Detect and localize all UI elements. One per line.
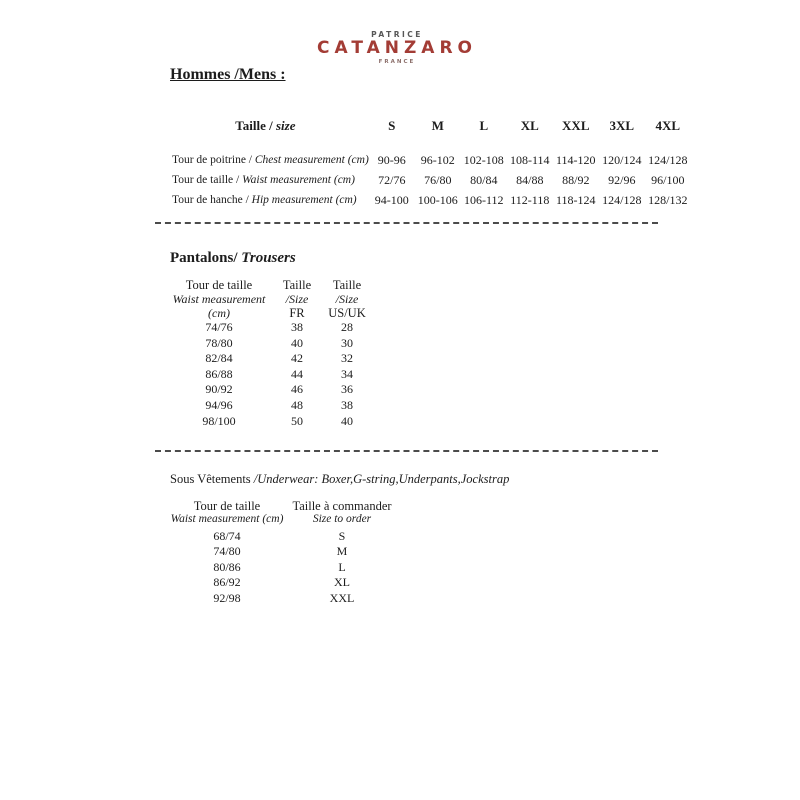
- table-cell: 82/84: [205, 351, 233, 366]
- table-row: [162, 591, 392, 606]
- table-cell: 44: [291, 366, 303, 381]
- table-cell: 40: [341, 413, 353, 428]
- table-cell: 46: [291, 382, 303, 397]
- table-row: [162, 414, 376, 430]
- table-cell: 128/132: [648, 192, 688, 207]
- table-cell: 120/124: [602, 152, 642, 167]
- row-label: Tour de hanche / Hip measurement (cm): [172, 194, 357, 206]
- table-row: [162, 575, 392, 590]
- table-cell: 80/84: [470, 172, 498, 187]
- table-cell: 92/98: [213, 590, 241, 605]
- table-row: [162, 336, 376, 352]
- table-cell: 40: [291, 335, 303, 350]
- table-row: [162, 367, 376, 383]
- table-cell: 84/88: [516, 172, 544, 187]
- table-cell: 86/92: [213, 575, 241, 590]
- mens-size-table-header-row: [162, 113, 691, 150]
- table-cell: 38: [341, 397, 353, 412]
- corner-header: Taille / size: [235, 118, 296, 133]
- row-label: Tour de poitrine / Chest measurement (cm): [172, 154, 369, 166]
- column-header: M: [431, 118, 444, 133]
- table-cell: 78/80: [205, 335, 233, 350]
- table-cell: 42: [291, 351, 303, 366]
- table-cell: 112-118: [510, 192, 550, 207]
- brand-logo-top-text: PATRICE: [371, 30, 423, 39]
- trousers-size-table: [162, 278, 376, 429]
- table-cell: 100-106: [417, 192, 458, 207]
- table-cell: 102-108: [463, 152, 504, 167]
- table-cell: L: [338, 559, 346, 574]
- table-cell: 76/80: [424, 172, 452, 187]
- order-size-column-header: Taille à commander Size to order: [292, 499, 392, 525]
- table-cell: 50: [291, 413, 303, 428]
- table-cell: 94/96: [205, 397, 233, 412]
- table-cell: 90/92: [205, 382, 233, 397]
- table-cell: 92/96: [608, 172, 636, 187]
- column-header: 3XL: [609, 118, 635, 133]
- dashed-divider: [155, 222, 658, 224]
- waist-column-header: Tour de taille Waist measurement (cm): [170, 499, 284, 525]
- table-cell: 74/80: [213, 544, 241, 559]
- table-row: [162, 529, 392, 544]
- table-cell: 96-102: [420, 152, 455, 167]
- table-row: [162, 382, 376, 398]
- table-cell: 74/76: [205, 320, 233, 334]
- table-cell: S: [338, 529, 346, 543]
- table-cell: 38: [291, 320, 303, 334]
- table-row: [162, 351, 376, 367]
- table-cell: XXL: [329, 590, 355, 605]
- fr-size-column-header: Taille /Size FR: [282, 278, 312, 320]
- table-row: [162, 544, 392, 559]
- table-row: [162, 398, 376, 414]
- table-cell: 114-120: [556, 152, 596, 167]
- table-cell: 124/128: [648, 152, 688, 167]
- underwear-size-table: [162, 499, 392, 606]
- table-cell: 86/88: [205, 366, 233, 381]
- table-cell: 106-112: [464, 192, 504, 207]
- column-header: XL: [520, 118, 539, 133]
- table-cell: 36: [341, 382, 353, 397]
- column-header: XXL: [562, 118, 590, 133]
- underwear-table-header-row: [162, 499, 392, 529]
- brand-logo: [0, 30, 794, 65]
- column-header: L: [479, 118, 489, 133]
- column-header: 4XL: [655, 118, 681, 133]
- table-row: [162, 190, 691, 210]
- underwear-section-heading: Sous Vêtements /Underwear: Boxer,G-string,Underpants,Jockstrap: [170, 472, 510, 486]
- table-cell: 88/92: [562, 172, 590, 187]
- table-cell: 124/128: [602, 192, 642, 207]
- table-cell: M: [336, 544, 348, 559]
- row-label: Tour de taille / Waist measurement (cm): [172, 174, 355, 186]
- table-cell: 118-124: [556, 192, 596, 207]
- table-row: [162, 560, 392, 575]
- table-row: [162, 170, 691, 190]
- trousers-section-heading: Pantalons/ Trousers: [170, 250, 296, 266]
- table-cell: 72/76: [378, 172, 406, 187]
- table-cell: 34: [341, 366, 353, 381]
- waist-column-header: Tour de taille Waist measurement (cm): [172, 278, 266, 320]
- table-cell: 30: [341, 335, 353, 350]
- trousers-table-header-row: [162, 278, 376, 320]
- table-cell: 28: [341, 320, 353, 334]
- table-cell: 94-100: [374, 192, 409, 207]
- table-row: [162, 150, 691, 170]
- dashed-divider: [155, 450, 658, 452]
- table-cell: 80/86: [213, 559, 241, 574]
- table-cell: 96/100: [651, 172, 685, 187]
- table-cell: 48: [291, 397, 303, 412]
- brand-logo-main-text: CATANZARO: [317, 38, 477, 58]
- mens-section-heading: Hommes /Mens :: [170, 66, 286, 83]
- usuk-size-column-header: Taille /Size US/UK: [328, 278, 366, 320]
- table-cell: 32: [341, 351, 353, 366]
- table-cell: 98/100: [202, 413, 236, 428]
- brand-logo-country-text: FRANCE: [378, 59, 416, 65]
- table-cell: 108-114: [510, 152, 550, 167]
- column-header: S: [388, 118, 396, 133]
- table-cell: 90-96: [377, 152, 406, 167]
- table-row: [162, 320, 376, 336]
- table-cell: XL: [334, 575, 350, 590]
- table-cell: 68/74: [213, 529, 241, 543]
- mens-size-table: [162, 113, 691, 210]
